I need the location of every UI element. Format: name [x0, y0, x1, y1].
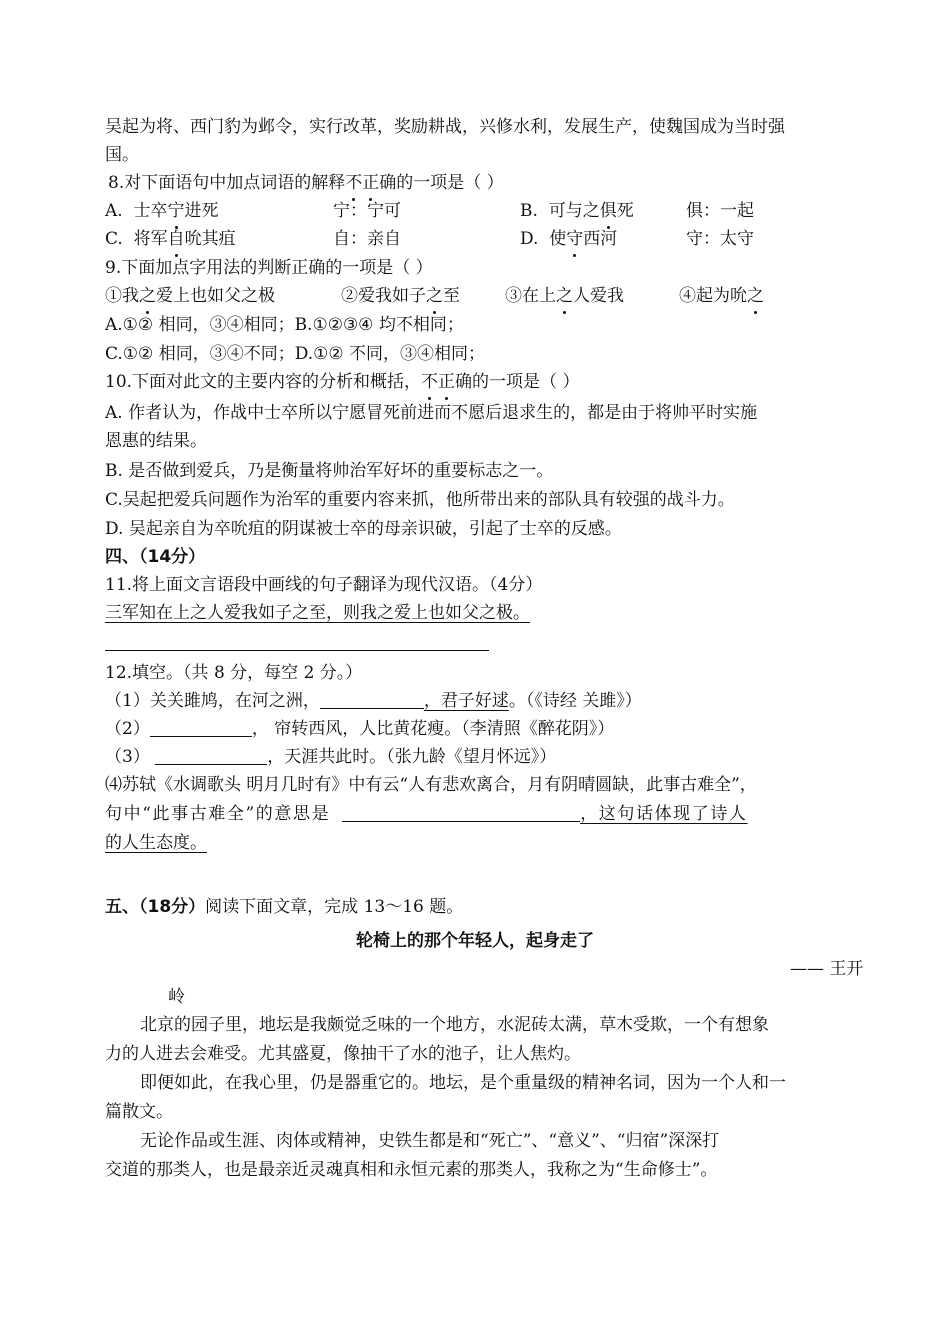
q9-stem: 9.下面加点字用法的判断正确的一项是（ ） [105, 258, 433, 278]
q8-option-b-gloss: 俱：一起 [686, 201, 754, 221]
q10-option-a-line1: A. 作者认为，作战中士卒所以宁愿冒死前进而不愿后退求生的，都是由于将帅平时实施 [105, 403, 758, 423]
q12-blank-3[interactable] [155, 748, 267, 765]
article-p1-line2: 力的人进去会难受。尤其盛夏，像抽干了水的池子，让人焦灼。 [105, 1044, 581, 1064]
article-title: 轮椅上的那个年轻人，起身走了 [356, 931, 594, 951]
article-p2-line2: 篇散文。 [105, 1102, 173, 1122]
q12-line-4c: 的人生态度。 [105, 833, 207, 853]
q8-stem: 8.对下面语句中加点词语的解释不正确的一项是（ ） [108, 173, 504, 193]
q8-option-a: A. 士卒宁进死 [105, 201, 219, 221]
q9-options-cd: C.①② 相同，③④不同；D.①② 不同，③④相同； [105, 344, 486, 364]
q10-stem: 10.下面对此文的主要内容的分析和概括，不正确的一项是（ ） [105, 372, 580, 392]
q11-underlined-sentence: 三军知在上之人爱我如子之至，则我之爱上也如父之极。 [105, 603, 530, 623]
article-p3-line2: 交道的那类人，也是最亲近灵魂真相和永恒元素的那类人，我称之为“生命修士”。 [105, 1160, 718, 1180]
q9-item-1: ①我之爱上也如父之极 [105, 286, 275, 306]
q11-stem: 11.将上面文言语段中画线的句子翻译为现代汉语。（4分） [105, 575, 543, 595]
q10-option-d: D. 吴起亲自为卒吮疽的阴谋被士卒的母亲识破，引起了士卒的反感。 [105, 519, 622, 539]
q12-blank-4[interactable] [342, 805, 580, 822]
q8-option-a-gloss: 宁：宁可 [333, 201, 401, 221]
article-p2-line1: 即便如此，在我心里，仍是器重它的。地坛，是个重量级的精神名词，因为一个人和一 [140, 1073, 786, 1093]
q12-blank-2[interactable] [150, 720, 252, 737]
q9-item-4: ④起为吮之 [679, 286, 764, 306]
q10-option-c: C.吴起把爱兵问题作为治军的重要内容来抓，他所带出来的部队具有较强的战斗力。 [105, 490, 735, 510]
q8-option-d: D. 使守西河 [520, 229, 618, 249]
q12-line-3: （3） ，天涯共此时。（张九龄《望月怀远》） [105, 747, 557, 767]
q9-options-ab: A.①② 相同，③④相同；B.①②③④ 均不相同； [105, 315, 464, 335]
q10-option-a-line2: 恩惠的结果。 [105, 431, 207, 451]
q10-option-b: B. 是否做到爱兵，乃是衡量将帅治军好坏的重要标志之一。 [105, 461, 554, 481]
q12-stem: 12.填空。（共 8 分，每空 2 分。） [105, 663, 363, 683]
q12-blank-1[interactable] [320, 692, 424, 709]
article-author-line-1: —— 王开 [790, 959, 864, 979]
q9-item-2: ②爱我如子之至 [341, 286, 460, 306]
section-4-heading: 四、（14分） [105, 547, 206, 567]
q8-option-c-gloss: 自：亲自 [333, 229, 401, 249]
intro-line-2: 国。 [105, 145, 139, 165]
article-author-line-2: 岭 [168, 987, 185, 1007]
q8-option-d-gloss: 守：太守 [686, 229, 754, 249]
article-p3-line1: 无论作品或生涯、肉体或精神，史铁生都是和“死亡”、“意义”、“归宿”深深打 [140, 1131, 720, 1151]
intro-line-1: 吴起为将、西门豹为邺令，实行改革，奖励耕战，兴修水利，发展生产，使魏国成为当时强 [105, 117, 785, 137]
q9-item-3: ③在上之人爱我 [505, 286, 624, 306]
section-5-heading: 五、（18分）阅读下面文章，完成 13～16 题。 [105, 897, 464, 917]
q12-line-2: （2） ， 帘转西风，人比黄花瘦。（李清照《醉花阴》） [105, 719, 615, 739]
q8-option-c: C. 将军自吮其疽 [105, 229, 236, 249]
q11-answer-line [105, 650, 489, 651]
q12-line-4a: ⑷苏轼《水调歌头 明月几时有》中有云“人有悲欢离合，月有阴晴圆缺，此事古难全”， [105, 775, 757, 795]
article-p1-line1: 北京的园子里，地坛是我颇觉乏味的一个地方，水泥砖太满，草木受欺，一个有想象 [140, 1015, 769, 1035]
q8-option-b: B. 可与之俱死 [520, 201, 634, 221]
q12-line-1: （1）关关雎鸠，在河之洲， ，君子好逑。（《诗经 关雎》） [105, 691, 642, 711]
q12-line-4b: 句中“此事古难全”的意思是 ，这句话体现了诗人 [105, 804, 748, 824]
